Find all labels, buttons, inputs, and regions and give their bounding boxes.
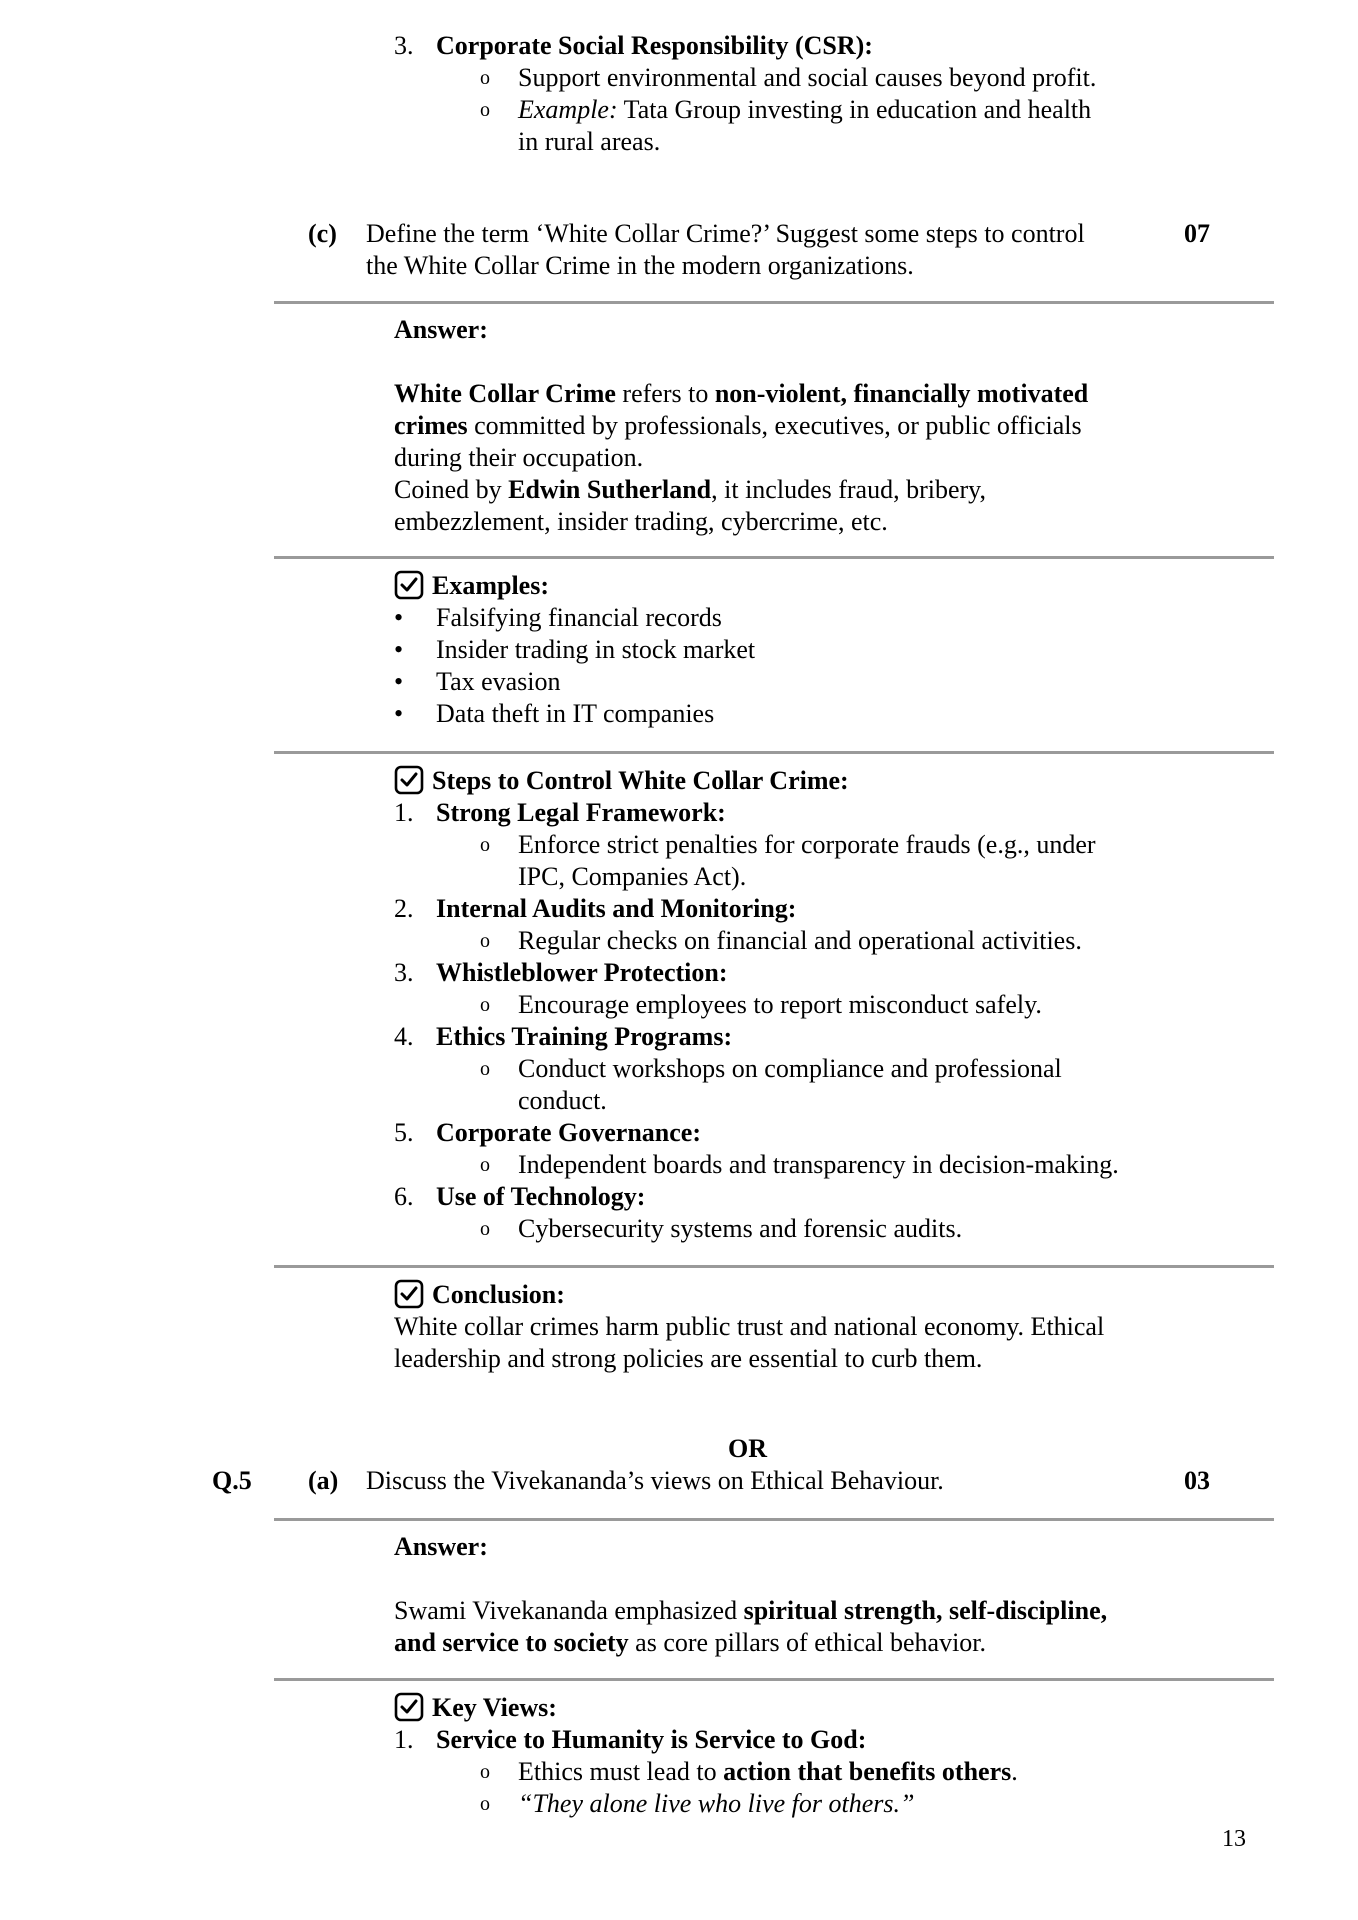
example-item: Insider trading in stock market: [436, 635, 756, 664]
sub-bullet: o: [480, 1793, 490, 1815]
answer-para-line4: Coined by Edwin Sutherland, it includes fraud, bribery,: [394, 475, 986, 504]
page-number: 13: [1222, 1826, 1246, 1852]
answer-line2: and service to society as core pillars of ethical behavior.: [394, 1628, 987, 1657]
example-item: Falsifying financial records: [436, 603, 722, 632]
answer-line1: Swami Vivekananda emphasized spiritual strength, self-discipline,: [394, 1596, 1108, 1625]
step-number: 3.: [394, 958, 414, 987]
step-number: 4.: [394, 1022, 414, 1051]
conclusion-line1: White collar crimes harm public trust and national economy. Ethical: [394, 1312, 1105, 1341]
step-detail: Cybersecurity systems and forensic audits.: [518, 1214, 963, 1243]
divider: [274, 1678, 1274, 1681]
divider: [274, 301, 1274, 304]
conclusion-line2: leadership and strong policies are essential to curb them.: [394, 1344, 983, 1373]
divider: [274, 1518, 1274, 1521]
answer-label: Answer:: [394, 315, 488, 344]
sub-bullet: o: [480, 67, 490, 89]
step-title: Ethics Training Programs:: [436, 1022, 733, 1051]
bullet-icon: •: [394, 635, 404, 664]
step-detail: Conduct workshops on compliance and professional: [518, 1054, 1062, 1083]
question-c-label: (c): [308, 219, 337, 248]
sub-bullet: o: [480, 994, 490, 1016]
answer-para-line5: embezzlement, insider trading, cybercrime, etc.: [394, 507, 888, 536]
step-detail: Regular checks on financial and operational activities.: [518, 926, 1082, 955]
step-number: 2.: [394, 894, 414, 923]
checkbox-icon: [394, 765, 424, 795]
checkbox-icon: [394, 1279, 424, 1309]
conclusion-heading: Conclusion:: [432, 1280, 565, 1309]
checkbox-icon: [394, 570, 424, 600]
step-detail-cont: conduct.: [518, 1086, 607, 1115]
question-c-line2: the White Collar Crime in the modern organizations.: [366, 251, 914, 280]
question-a-text: Discuss the Vivekananda’s views on Ethical Behaviour.: [366, 1466, 944, 1495]
answer-para-line2: crimes committed by professionals, executives, or public officials: [394, 411, 1082, 440]
sub-bullet: o: [480, 1154, 490, 1176]
sub-bullet: o: [480, 834, 490, 856]
bullet-icon: •: [394, 699, 404, 728]
sub-bullet: o: [480, 99, 490, 121]
step-detail: Encourage employees to report misconduct safely.: [518, 990, 1042, 1019]
sub-bullet: o: [480, 1761, 490, 1783]
question-a-label: (a): [308, 1466, 339, 1495]
csr-point-1: Support environmental and social causes beyond profit.: [518, 63, 1097, 92]
step-number: 5.: [394, 1118, 414, 1147]
sub-bullet: o: [480, 1218, 490, 1240]
answer-label: Answer:: [394, 1532, 488, 1561]
csr-point-2: Example: Tata Group investing in education and health: [518, 95, 1092, 124]
divider: [274, 751, 1274, 754]
question-a-marks: 03: [1184, 1466, 1210, 1495]
step-number: 6.: [394, 1182, 414, 1211]
step-detail-cont: IPC, Companies Act).: [518, 862, 747, 891]
divider: [274, 556, 1274, 559]
example-item: Data theft in IT companies: [436, 699, 715, 728]
question-c-line1: Define the term ‘White Collar Crime?’ Suggest some steps to control: [366, 219, 1085, 248]
view-point-1: Ethics must lead to action that benefits others.: [518, 1757, 1018, 1786]
divider: [274, 1265, 1274, 1268]
step-detail: Independent boards and transparency in decision-making.: [518, 1150, 1119, 1179]
key-views-heading: Key Views:: [432, 1693, 557, 1722]
step-title: Strong Legal Framework:: [436, 798, 726, 827]
view-number: 1.: [394, 1725, 414, 1754]
checkbox-icon: [394, 1692, 424, 1722]
bullet-icon: •: [394, 667, 404, 696]
example-item: Tax evasion: [436, 667, 561, 696]
csr-point-2-cont: in rural areas.: [518, 127, 661, 156]
answer-para-line3: during their occupation.: [394, 443, 644, 472]
view-point-2: “They alone live who live for others.”: [518, 1789, 915, 1818]
sub-bullet: o: [480, 1058, 490, 1080]
step-title: Whistleblower Protection:: [436, 958, 728, 987]
view-title: Service to Humanity is Service to God:: [436, 1725, 867, 1754]
answer-para-line1: White Collar Crime refers to non-violent, financially motivated: [394, 379, 1089, 408]
step-title: Use of Technology:: [436, 1182, 646, 1211]
or-separator: OR: [728, 1434, 767, 1463]
step-number: 1.: [394, 798, 414, 827]
steps-heading: Steps to Control White Collar Crime:: [432, 766, 849, 795]
sub-bullet: o: [480, 930, 490, 952]
examples-heading: Examples:: [432, 571, 549, 600]
step-title: Corporate Governance:: [436, 1118, 701, 1147]
question-number: Q.5: [212, 1466, 252, 1495]
csr-number: 3.: [394, 31, 414, 60]
question-c-marks: 07: [1184, 219, 1210, 248]
csr-title: Corporate Social Responsibility (CSR):: [436, 31, 873, 60]
bullet-icon: •: [394, 603, 404, 632]
step-title: Internal Audits and Monitoring:: [436, 894, 797, 923]
step-detail: Enforce strict penalties for corporate frauds (e.g., under: [518, 830, 1096, 859]
